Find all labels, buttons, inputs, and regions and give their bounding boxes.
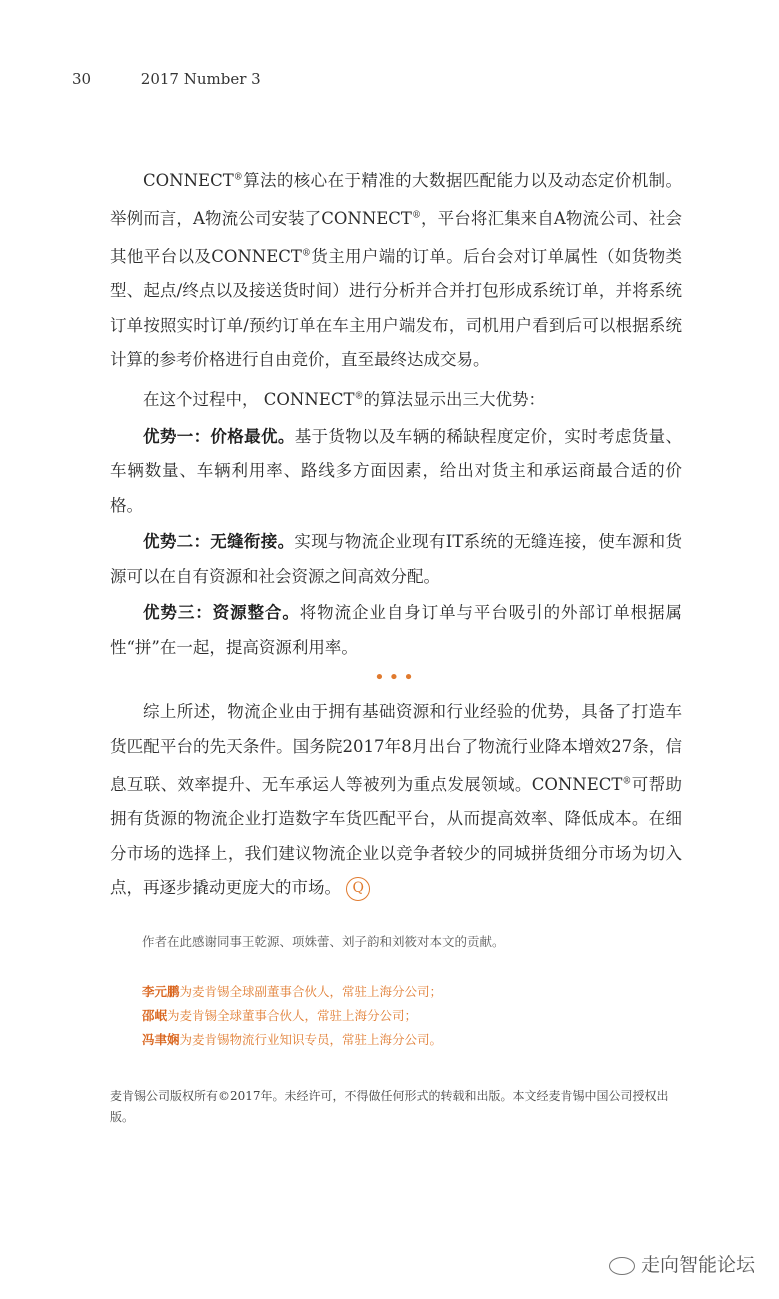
wechat-icon (609, 1257, 635, 1275)
author-bio (142, 1028, 442, 1052)
author-name: 邵岷 (142, 1008, 168, 1023)
advantage-2-text: 实现与物流企业现有IT系统的无缝连接，使车源和货源可以在自有资源和社会资源之间高效分配。 (110, 532, 683, 586)
paragraph-conclusion (110, 695, 682, 906)
conclusion-text: 综上所述，物流企业由于拥有基础资源和行业经验的优势，具备了打造车货匹配平台的先天条件。国务院2017年8月出台了物流行业降本增效27条，信息互联、效率提升、无车承运人等被列为重点发展领域。CONNECT®可帮助拥有货源的物流企业打造数字车货匹配平台，从而提高效率、降低成本。在细分市场的选择上，我们建议物流企业以竞争者较少的同城拼货细分市场为切入点，再逐步撬动更庞大的市场。 (110, 702, 683, 897)
advantage-1-text: 基于货物以及车辆的稀缺程度定价，实时考虑货量、车辆数量、车辆利用率、路线多方面因素，给出对货主和承运商最合适的价格。 (110, 426, 683, 515)
copyright-notice: 麦肯锡公司版权所有©2017年。未经许可，不得做任何形式的转载和出版。本文经麦肯锡中国公司授权出版。 (110, 1089, 669, 1124)
author-bio (142, 980, 442, 1004)
paragraph-advantage-2 (110, 525, 682, 594)
article-body (110, 160, 682, 908)
paragraph-advantage-3 (110, 596, 682, 665)
end-mark-icon: Q (346, 877, 370, 901)
author-bios (142, 980, 442, 1052)
author-name: 冯聿娴 (142, 1032, 180, 1047)
author-bio (142, 1004, 442, 1028)
watermark-text: 走向智能论坛 (640, 1254, 755, 1276)
paragraph-advantages-intro: 在这个过程中， CONNECT®的算法显示出三大优势： (143, 390, 545, 409)
advantage-3-heading: 优势三：资源整合。 (143, 603, 300, 622)
page-number: 30 (72, 70, 92, 88)
advantage-3-text: 将物流企业自身订单与平台吸引的外部订单根据属性“拼”在一起，提高资源利用率。 (110, 603, 683, 657)
author-role: 为麦肯锡全球董事合伙人，常驻上海分公司； (167, 1008, 418, 1023)
author-name: 李元鹏 (142, 984, 180, 999)
watermark (609, 1250, 755, 1277)
paragraph-connect-algorithm: CONNECT®算法的核心在于精准的大数据匹配能力以及动态定价机制。举例而言，A物流公司安装了CONNECT®，平台将汇集来自A物流公司、社会其他平台以及CONNECT®货主用户端的订单。后台会对订单属性（如货物类型、起点/终点以及接送货时间）进行分析并合并打包形成系统订单，并将系统订单按照实时订单/预约订单在车主用户端发布，司机用户看到后可以根据系统计算的参考价格进行自由竞价，直至最终达成交易。 (110, 170, 683, 369)
advantage-2-heading: 优势二：无缝衔接。 (143, 532, 295, 551)
author-role: 为麦肯锡全球副董事合伙人，常驻上海分公司； (179, 984, 443, 999)
advantage-1-heading: 优势一：价格最优。 (143, 426, 295, 446)
author-role: 为麦肯锡物流行业知识专员，常驻上海分公司。 (179, 1032, 443, 1047)
page-header (72, 70, 261, 88)
section-separator: ••• (374, 667, 418, 688)
paragraph-advantage-1 (110, 420, 682, 524)
issue-label: 2017 Number 3 (140, 70, 261, 88)
acknowledgement: 作者在此感谢同事王乾源、项姝蕾、刘子韵和刘筱对本文的贡献。 (142, 934, 505, 949)
